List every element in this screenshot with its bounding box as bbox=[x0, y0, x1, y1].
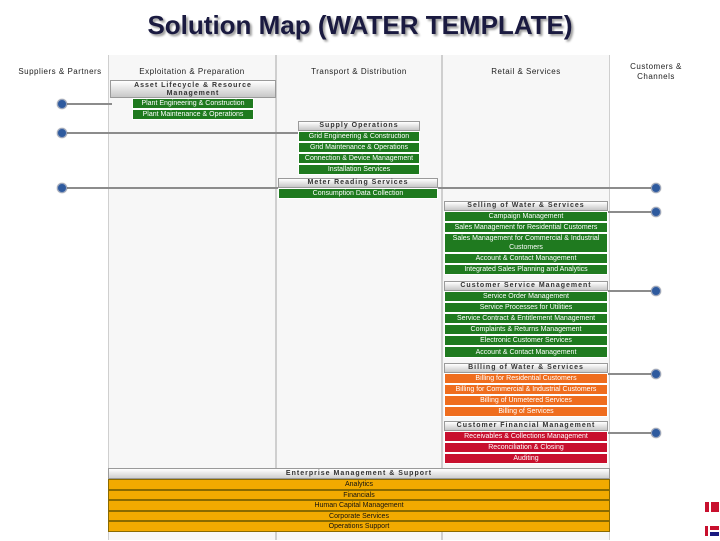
connector-dot bbox=[651, 207, 661, 217]
billing-row: Billing of Services bbox=[444, 406, 608, 417]
connector-dot bbox=[651, 428, 661, 438]
column-header-customers: Customers & Channels bbox=[630, 62, 682, 81]
enterprise-row: Financials bbox=[108, 490, 610, 501]
customer-service-row: Electronic Customer Services bbox=[444, 335, 608, 346]
connector-line-supply bbox=[62, 132, 304, 134]
column-header-exploitation: Exploitation & Preparation bbox=[139, 67, 245, 76]
meter-reading-header: Meter Reading Services bbox=[278, 178, 438, 188]
connector-dot bbox=[651, 286, 661, 296]
connector-dot bbox=[651, 369, 661, 379]
selling-row: Account & Contact Management bbox=[444, 253, 608, 264]
selling-row: Sales Management for Commercial & Industrial Customers bbox=[444, 233, 608, 253]
billing-row: Billing of Unmetered Services bbox=[444, 395, 608, 406]
connector-dot bbox=[57, 183, 67, 193]
financial-row: Auditing bbox=[444, 453, 608, 464]
billing-row: Billing for Commercial & Industrial Customers bbox=[444, 384, 608, 395]
connector-dot bbox=[651, 183, 661, 193]
financial-row: Receivables & Collections Management bbox=[444, 431, 608, 442]
billing-row: Billing for Residential Customers bbox=[444, 373, 608, 384]
customer-service-row: Account & Contact Management bbox=[444, 346, 608, 358]
customer-service-row: Service Processes for Utilities bbox=[444, 302, 608, 313]
selling-header: Selling of Water & Services bbox=[444, 201, 608, 211]
customer-service-row: Complaints & Returns Management bbox=[444, 324, 608, 335]
logo-mark bbox=[703, 500, 720, 512]
asset-row: Plant Maintenance & Operations bbox=[132, 109, 254, 120]
column-header-transport: Transport & Distribution bbox=[311, 67, 407, 76]
column-header-retail: Retail & Services bbox=[491, 67, 561, 76]
meter-row: Consumption Data Collection bbox=[278, 188, 438, 199]
enterprise-row: Corporate Services bbox=[108, 511, 610, 522]
customer-service-header: Customer Service Management bbox=[444, 281, 608, 291]
supply-row: Installation Services bbox=[298, 164, 420, 175]
supply-row: Connection & Device Management bbox=[298, 153, 420, 164]
enterprise-row: Human Capital Management bbox=[108, 500, 610, 511]
enterprise-row: Analytics bbox=[108, 479, 610, 490]
page-title: Solution Map (WATER TEMPLATE) bbox=[147, 10, 573, 40]
selling-row: Sales Management for Residential Customers bbox=[444, 222, 608, 233]
enterprise-header: Enterprise Management & Support bbox=[108, 468, 610, 479]
connector-line-asset bbox=[62, 103, 112, 105]
logo-mark bbox=[704, 524, 720, 536]
selling-row: Integrated Sales Planning and Analytics bbox=[444, 264, 608, 275]
supply-row: Grid Engineering & Construction bbox=[298, 131, 420, 142]
supply-row: Grid Maintenance & Operations bbox=[298, 142, 420, 153]
customer-service-row: Service Order Management bbox=[444, 291, 608, 302]
asset-lifecycle-header: Asset Lifecycle & Resource Management bbox=[110, 80, 276, 98]
asset-row: Plant Engineering & Construction bbox=[132, 98, 254, 109]
enterprise-row: Operations Support bbox=[108, 521, 610, 532]
customer-financial-header: Customer Financial Management bbox=[444, 421, 608, 431]
financial-row: Reconciliation & Closing bbox=[444, 442, 608, 453]
customer-service-row: Service Contract & Entitlement Management bbox=[444, 313, 608, 324]
column-header-suppliers: Suppliers & Partners bbox=[18, 67, 102, 76]
selling-row: Campaign Management bbox=[444, 211, 608, 222]
billing-header: Billing of Water & Services bbox=[444, 363, 608, 373]
supply-operations-header: Supply Operations bbox=[298, 121, 420, 131]
connector-dot bbox=[57, 99, 67, 109]
connector-dot bbox=[57, 128, 67, 138]
